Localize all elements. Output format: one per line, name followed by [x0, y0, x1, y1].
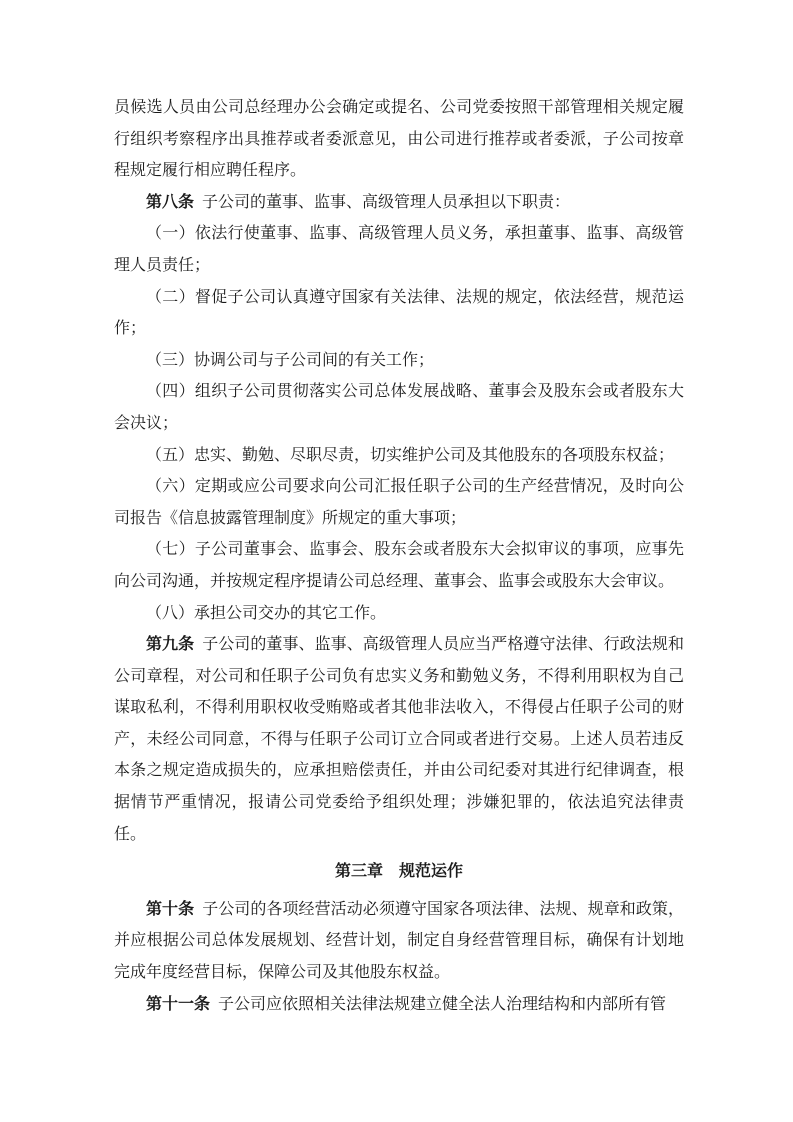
article-number-lead: 第十一条: [146, 995, 211, 1013]
article-number-lead: 第八条: [146, 193, 195, 211]
paragraph-text: （八）承担公司交办的其它工作。: [146, 604, 387, 622]
paragraph: [114, 894, 684, 989]
paragraph-text: 子公司应依照相关法律法规建立健全法人治理结构和内部所有管: [218, 995, 667, 1013]
paragraph-text: （五）忠实、勤勉、尽职尽责，切实维护公司及其他股东的各项股东权益；: [146, 446, 675, 464]
paragraph: [114, 92, 684, 187]
paragraph-text: 子公司的各项经营活动必须遵守国家各项法律、法规、规章和政策，并应根据公司总体发展规划、经营计划，制定自身经营管理目标，确保有计划地完成年度经营目标，保障公司及其他股东权益。: [114, 900, 684, 982]
paragraph: [114, 471, 684, 534]
paragraph: [114, 629, 684, 850]
paragraph: [114, 989, 684, 1021]
paragraph-text: （三）协调公司与子公司间的有关工作；: [146, 351, 435, 369]
paragraph-text: （一）依法行使董事、监事、高级管理人员义务，承担董事、监事、高级管理人员责任；: [114, 225, 684, 274]
article-number-lead: 第九条: [146, 636, 195, 654]
paragraph: [114, 282, 684, 345]
paragraph-text: （六）定期或应公司要求向公司汇报任职子公司的生产经营情况，及时向公司报告《信息披露管理制度》所规定的重大事项；: [114, 478, 684, 527]
paragraph-text: 子公司的董事、监事、高级管理人员应当严格遵守法律、行政法规和公司章程，对公司和任职子公司负有忠实义务和勤勉义务，不得利用职权为自己谋取私利，不得利用职权收受贿赂或者其他非法收入，不得侵占任职子公司的财产，未经公司同意，不得与任职子公司订立合同或者进行交易。上述人员若违反本条之规定造成损失的，应承担赔偿责任，并由公司纪委对其进行纪律调查，根据情节严重情况，报请公司党委给予组织处理；涉嫌犯罪的，依法追究法律责任。: [114, 636, 684, 843]
chapter-heading: 第三章 规范运作: [334, 863, 463, 881]
paragraph: [114, 345, 684, 377]
paragraph: [114, 598, 684, 630]
paragraph-text: 子公司的董事、监事、高级管理人员承担以下职责：: [202, 193, 571, 211]
paragraph: [114, 376, 684, 439]
paragraph: [114, 218, 684, 281]
paragraph: [114, 534, 684, 597]
paragraph-text: （四）组织子公司贯彻落实公司总体发展战略、董事会及股东会或者股东大会决议；: [114, 383, 684, 432]
paragraph-text: （七）子公司董事会、监事会、股东会或者股东大会拟审议的事项，应事先向公司沟通，并按规定程序提请公司总经理、董事会、监事会或股东大会审议。: [114, 541, 684, 590]
paragraph-text: （二）督促子公司认真遵守国家有关法律、法规的规定，依法经营，规范运作；: [114, 288, 684, 338]
paragraph: [114, 440, 684, 472]
article-number-lead: 第十条: [146, 900, 195, 918]
paragraph: [114, 187, 684, 219]
paragraph-text: 员候选人员由公司总经理办公会确定或提名、公司党委按照干部管理相关规定履行组织考察程序出具推荐或者委派意见，由公司进行推荐或者委派，子公司按章程规定履行相应聘任程序。: [114, 99, 684, 180]
